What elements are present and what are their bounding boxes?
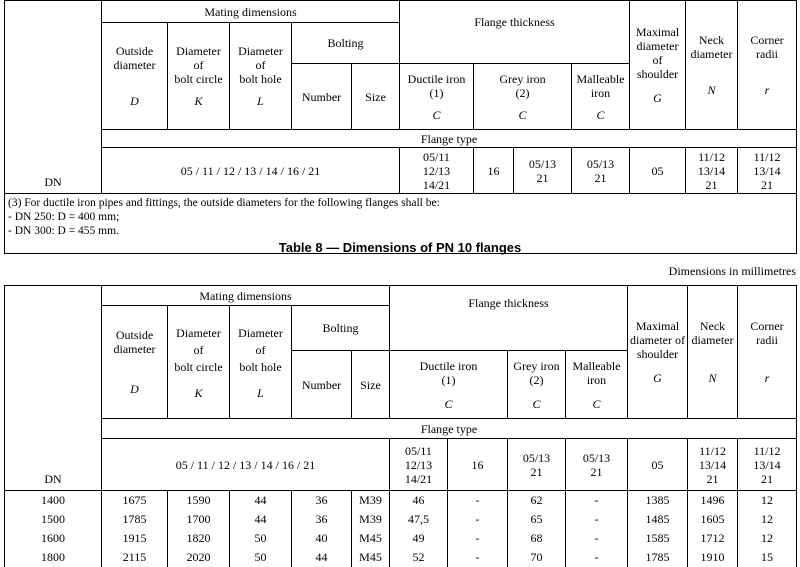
t8-corner-radii-label: Corner radii [750,319,784,347]
flange-types-grey [514,148,572,194]
cell-G: 1485 [628,510,688,529]
flange-thickness-header: Flange thickness [400,1,630,64]
cell-L: 44 [230,510,292,529]
symbol-L: L [257,94,264,108]
cell-number: 36 [292,491,352,510]
t8-dn-header-cell [5,286,102,306]
t8-bolt-circle-header [168,306,230,419]
t8-symbol-D: D [130,382,139,396]
malleable-iron-label: Malleable iron [576,71,625,100]
t8-symbol-N: N [708,371,717,385]
t8-bolt-hole-label-2: of [255,342,266,357]
t8-corner-radii-header [738,286,797,419]
ductile-iron-header [400,64,474,130]
table-row [5,510,797,529]
cell-number: 44 [292,548,352,567]
cell-K: 1590 [168,491,230,510]
types-grey-2: 21 [536,170,549,185]
cell-D: 2115 [102,548,168,567]
bolt-circle-label-1: Diameter [176,44,221,58]
bolt-circle-label-3: bolt circle [174,72,223,86]
t8-grey-iron-label: Grey iron [513,358,560,373]
symbol-r: r [764,83,770,97]
bolt-hole-label-2: of [255,58,266,72]
cell-D: 1785 [102,510,168,529]
t8-bolt-circle-label-1: Diameter [176,325,221,340]
cell-K: 2020 [168,548,230,567]
t8-malleable-iron-header [566,351,628,419]
table-title: Table 8 — Dimensions of PN 10 flanges [278,240,522,255]
t8-bolting-header: Bolting [292,306,390,351]
cell-size: M45 [352,548,390,567]
types-mall-1: 05/13 [586,156,615,171]
t8-bolt-hole-label-3: bolt hole [239,359,282,374]
cell-r: 12 [738,529,797,548]
types-neck-2: 13/14 [697,163,726,178]
t8-grey-iron-header [508,351,566,419]
t8-bolt-hole-label-1: Diameter [238,325,283,340]
cell-D: 1915 [102,529,168,548]
t8-symbol-K: K [194,385,203,400]
cell-number: 40 [292,529,352,548]
types-grey-1: 05/13 [528,156,557,171]
cell-r: 12 [738,510,797,529]
flange-types-mating: 05 / 11 / 12 / 13 / 14 / 16 / 21 [102,148,400,194]
types-neck-3: 21 [705,177,718,192]
t8-outside-diameter-header [102,306,168,419]
outside-diameter-header [102,23,168,130]
t8-neck-diameter-header [688,286,738,419]
t8-ductile-iron-header [390,351,508,419]
cell-r: 12 [738,491,797,510]
previous-table [4,0,797,254]
bolt-hole-label-3: bolt hole [239,72,282,86]
cell-c-ductile: 49 [390,529,448,548]
t8-types-ductile-1: 05/11 [405,443,432,458]
cell-dn: 1600 [5,529,102,548]
maximal-diameter-header [630,1,686,130]
flange-type-header: Flange type [102,130,797,148]
t8-types-neck-3: 21 [706,471,719,486]
cell-c-ductile: 52 [390,548,448,567]
cell-L: 44 [230,491,292,510]
ductile-iron-label: Ductile iron [407,71,466,86]
t8-grey-iron-note: (2) [529,372,544,387]
corner-radii-label: Corner radii [750,33,784,61]
symbol-C-ductile: C [432,107,441,122]
cell-c-grey: 70 [508,548,566,567]
symbol-N: N [707,83,716,97]
cell-c-grey: 65 [508,510,566,529]
t8-dn-label: DN [5,439,102,491]
t8-types-ductile-3: 14/21 [404,471,433,486]
symbol-K: K [194,94,203,108]
t8-types-grey-1: 05/13 [522,450,551,465]
flange-types-shoulder: 05 [630,148,686,194]
cell-D: 1675 [102,491,168,510]
t8-ductile-iron-label: Ductile iron [419,358,478,373]
t8-flange-types-malleable [566,439,628,491]
types-radii-3: 21 [761,177,774,192]
t8-number-header: Number [292,351,352,419]
bolt-hole-header [230,23,292,130]
dn-header-cell-mid2 [5,130,102,148]
cell-c-mall: - [566,510,628,529]
cell-c-mall: - [566,529,628,548]
t8-types-neck-2: 13/14 [698,457,727,472]
mating-dimensions-header: Mating dimensions [102,1,400,23]
t8-symbol-r: r [764,371,770,385]
t8-types-neck-1: 11/12 [699,443,726,458]
t8-maximal-diameter-header [628,286,688,419]
t8-types-radii-1: 11/12 [753,443,781,458]
t8-bolt-circle-label-2: of [193,342,204,357]
types-ductile-2: 12/13 [422,163,451,178]
data-rows [5,491,797,567]
cell-N: 1712 [688,529,738,548]
bolt-circle-header [168,23,230,130]
dn-label: DN [5,148,102,194]
symbol-C-malleable: C [596,107,605,122]
cell-c-16: - [448,529,508,548]
malleable-iron-header [572,64,630,130]
cell-dn: 1500 [5,510,102,529]
flange-types-radii [738,148,797,194]
types-radii-1: 11/12 [753,149,781,164]
t8-flange-types-radii [738,439,797,491]
symbol-G: G [653,91,662,105]
cell-c-ductile: 47,5 [390,510,448,529]
grey-iron-note: (2) [515,85,530,100]
t8-dn-header-cell-2 [5,306,102,351]
t8-flange-types-ductile [390,439,448,491]
cell-N: 1496 [688,491,738,510]
t8-types-mall-2: 21 [590,464,603,479]
table-row [5,548,797,567]
flange-types-malleable [572,148,630,194]
types-mall-2: 21 [594,170,607,185]
bolt-hole-label-1: Diameter [238,44,283,58]
cell-N: 1910 [688,548,738,567]
types-neck-1: 11/12 [698,149,725,164]
number-header: Number [292,64,352,130]
footnote-line-3: - DN 300: D = 455 mm. [8,225,119,237]
t8-types-radii-3: 21 [761,471,774,486]
size-header: Size [352,64,400,130]
t8-symbol-C-ductile: C [444,396,453,411]
t8-types-radii-2: 13/14 [753,457,781,472]
t8-flange-types-16: 16 [448,439,508,491]
ductile-iron-note: (1) [429,85,444,100]
flange-types-neck [686,148,738,194]
bolt-circle-label-2: of [193,58,204,72]
cell-dn: 1800 [5,548,102,567]
symbol-D: D [130,94,139,108]
outside-diameter-label: Outside diameter [113,44,156,72]
cell-c-ductile: 46 [390,491,448,510]
dn-header-cell [5,1,102,64]
neck-diameter-header [686,1,738,130]
grey-iron-header [474,64,572,130]
t8-flange-types-grey [508,439,566,491]
footnote-line-2: - DN 250: D = 400 mm; [8,211,120,223]
cell-L: 50 [230,548,292,567]
t8-flange-type-header: Flange type [102,419,797,439]
cell-c-mall: - [566,548,628,567]
cell-G: 1785 [628,548,688,567]
table-row [5,491,797,510]
cell-N: 1605 [688,510,738,529]
cell-size: M39 [352,491,390,510]
cell-size: M45 [352,529,390,548]
table-row [5,529,797,548]
cell-L: 50 [230,529,292,548]
dn-header-cell-mid [5,64,102,130]
t8-size-header: Size [352,351,390,419]
pn10-flange-table [4,285,797,567]
t8-flange-types-shoulder: 05 [628,439,688,491]
t8-bolt-hole-header [230,306,292,419]
t8-ductile-iron-note: (1) [441,372,456,387]
t8-symbol-C-grey: C [532,396,541,411]
t8-outside-diameter-label: Outside diameter [113,328,156,356]
t8-symbol-C-malleable: C [592,396,601,411]
cell-K: 1700 [168,510,230,529]
t8-types-mall-1: 05/13 [582,450,611,465]
cell-c-16: - [448,510,508,529]
t8-maximal-diameter-label: Maximal diameter of shoulder [630,319,685,361]
cell-number: 36 [292,510,352,529]
cell-G: 1385 [628,491,688,510]
t8-flange-types-mating: 05 / 11 / 12 / 13 / 14 / 16 / 21 [102,439,390,491]
t8-dn-header-cell-3 [5,351,102,419]
t8-symbol-G: G [653,371,662,385]
maximal-diameter-label: Maximal diameter of shoulder [635,25,680,81]
cell-K: 1820 [168,529,230,548]
cell-G: 1585 [628,529,688,548]
cell-c-grey: 68 [508,529,566,548]
t8-flange-thickness-header: Flange thickness [390,286,628,351]
t8-symbol-L: L [257,385,264,400]
cell-c-grey: 62 [508,491,566,510]
cell-c-16: - [448,548,508,567]
footnote-line-1: (3) For ductile iron pipes and fittings, the outside diameters for the following flanges shall be: [8,197,440,209]
cell-size: M39 [352,510,390,529]
types-ductile-3: 14/21 [422,177,451,192]
t8-dn-header-cell-4 [5,419,102,439]
t8-types-ductile-2: 12/13 [404,457,433,472]
t8-neck-diameter-label: Neck diameter [691,319,734,347]
t8-bolt-circle-label-3: bolt circle [174,359,223,374]
cell-c-16: - [448,491,508,510]
t8-malleable-iron-label: Malleable iron [572,358,621,387]
flange-types-16: 16 [474,148,514,194]
flange-types-ductile [400,148,474,194]
cell-dn: 1400 [5,491,102,510]
t8-types-grey-2: 21 [530,464,543,479]
types-ductile-1: 05/11 [423,149,450,164]
types-radii-2: 13/14 [753,163,781,178]
t8-mating-dimensions-header: Mating dimensions [102,286,390,306]
units-label: Dimensions in millimetres [668,264,796,278]
symbol-C-grey: C [518,107,527,122]
t8-flange-types-neck [688,439,738,491]
cell-r: 15 [738,548,797,567]
cell-c-mall: - [566,491,628,510]
grey-iron-label: Grey iron [499,71,546,86]
bolting-header: Bolting [292,23,400,64]
corner-radii-header [738,1,797,130]
neck-diameter-label: Neck diameter [690,33,733,61]
